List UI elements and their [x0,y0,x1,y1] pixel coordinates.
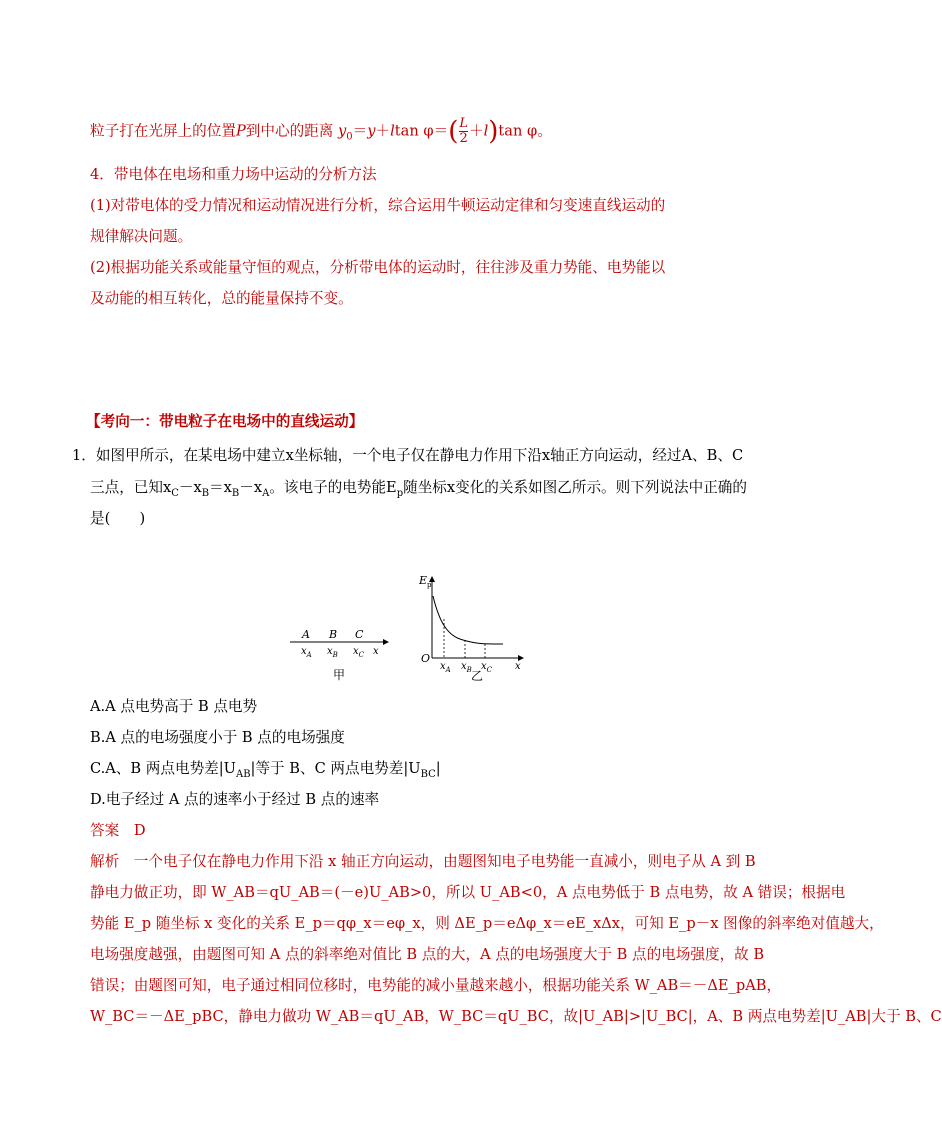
fraction-L-over-2 [459,117,468,146]
yi-label-x: x [515,661,521,672]
optC-sub-BC: BC [420,768,436,780]
formula-mid: 到中心的距离 [245,122,334,140]
section4-heading: 4．带电体在电场和重力场中运动的分析方法 [90,166,377,183]
question-line3: 是( ) [90,510,146,527]
optC-c: |等于 B、C 两点电势差|U [250,760,421,777]
answer-line [90,821,146,841]
denominator-2: 2 [459,131,468,146]
analysis-line6: W_BC＝－ΔE_pBC，静电力做功 W_AB＝qU_AB，W_BC＝qU_BC，故|U_AB|>|U_BC|，A、B 两点电势差|U_AB|大于 B、C [90,1008,942,1025]
q2-c: －x [178,479,202,496]
var-l: l [390,122,395,140]
var-P: P [235,122,246,140]
option-D: D.电子经过 A 点的速率小于经过 B 点的速率 [90,791,380,808]
question-line1 [72,446,743,466]
plus-sign-2: ＋ [468,122,484,140]
analysis-line3: 势能 E_p 随坐标 x 变化的关系 E_p＝qφ_x＝eφ_x，则 ΔE_p＝eΔφ_x＝eE_xΔx，可知 E_p－x 图像的斜率绝对值越大， [90,915,884,932]
formula-prefix: 粒子打在光屏上的位置 [90,122,236,140]
kaoxiang-title: 【考向一：带电粒子在电场中的直线运动】 [86,413,364,430]
yi-caption: 乙 [471,669,484,683]
var-L: L [459,116,468,131]
question-text-1: 如图甲所示，在某电场中建立x坐标轴，一个电子仅在静电力作用下沿x轴正方向运动，经过A、B、C [95,447,744,464]
q2-g: －x [239,479,263,496]
q2-sub-B2: B [231,487,240,499]
q2-e: ＝x [209,479,232,496]
jia-arrow [383,639,389,645]
yi-energy-curve [433,596,501,644]
section4-p2-line1: (2)根据功能关系或能量守恒的观点，分析带电体的运动时，往往涉及重力势能、电势能以 [90,259,666,276]
plus-sign: ＋ [375,122,391,140]
q2-sub-C: C [171,487,179,499]
yi-label-Ep: $E_p$ [419,574,432,589]
figure-jia [285,622,395,682]
q2-i: 。该电子的电势能E [269,479,397,496]
jia-label-A: A [302,628,310,641]
figure-yi [415,566,535,682]
var-y: y [367,122,376,140]
yi-label-xC: $x_C$ [481,661,492,674]
jia-caption: 甲 [333,668,346,682]
tan-phi: tan φ [498,122,538,140]
q2-sub-p: p [396,487,404,499]
yi-label-O: O [421,652,431,665]
sub-0: 0 [346,131,353,143]
option-A: A.A 点电势高于 B 点电势 [90,698,258,715]
jia-label-x: x [373,646,379,657]
yi-label-xB: $x_B$ [461,661,472,674]
question-line2 [90,478,747,504]
q2-sub-B: B [201,487,210,499]
question-number: 1． [72,447,96,464]
top-formula-line [90,117,552,147]
q2-k: 随坐标x变化的关系如图乙所示。则下列说法中正确的 [403,479,747,496]
section4-p2-line2: 及动能的相互转化，总的能量保持不变。 [90,290,353,307]
q2-a: 三点，已知x [90,479,172,496]
tan-phi-eq: tan φ＝ [394,122,449,140]
right-paren: ) [488,116,499,147]
period: 。 [537,122,552,140]
option-C [90,759,441,785]
option-B: B.A 点的电场强度小于 B 点的电场强度 [90,729,345,746]
analysis-line5: 错误；由题图可知，电子通过相同位移时，电势能的减小量越来越小，根据功能关系 W_AB＝－ΔE_pAB， [90,977,782,994]
jia-label-xA: $x_A$ [301,646,312,659]
jia-label-xB: $x_B$ [327,646,338,659]
section4-p1-line1: (1)对带电体的受力情况和运动情况进行分析，综合运用牛顿运动定律和匀变速直线运动的 [90,197,666,214]
optC-sub-AB: AB [235,768,251,780]
eq-sign: ＝ [352,122,368,140]
answer-label: 答案 [90,822,120,839]
jia-label-B: B [329,628,338,641]
analysis-line2: 静电力做正功，即 W_AB＝qU_AB＝(－e)U_AB>0，所以 U_AB<0，A 点电势低于 B 点电势，故 A 错误；根据电 [90,884,846,901]
var-y0: y [338,122,347,140]
left-paren: ( [448,116,459,147]
answer-value: D [133,822,146,839]
jia-label-xC: $x_C$ [353,646,364,659]
analysis-line4: 电场强度越强，由题图可知 A 点的斜率绝对值比 B 点的大，A 点的电场强度大于 B 点的电场强度，故 B [90,946,765,963]
yi-label-xA: $x_A$ [440,661,451,674]
optC-a: C.A、B 两点电势差|U [90,760,236,777]
optC-e: | [435,760,441,777]
analysis-line1: 解析 一个电子仅在静电力作用下沿 x 轴正方向运动，由题图知电子电势能一直减小，则电子从 A 到 B [90,853,756,870]
jia-label-C: C [355,628,364,641]
section4-p1-line2: 规律解决问题。 [90,228,193,245]
q2-sub-A: A [262,487,270,499]
var-l-2: l [483,122,489,140]
